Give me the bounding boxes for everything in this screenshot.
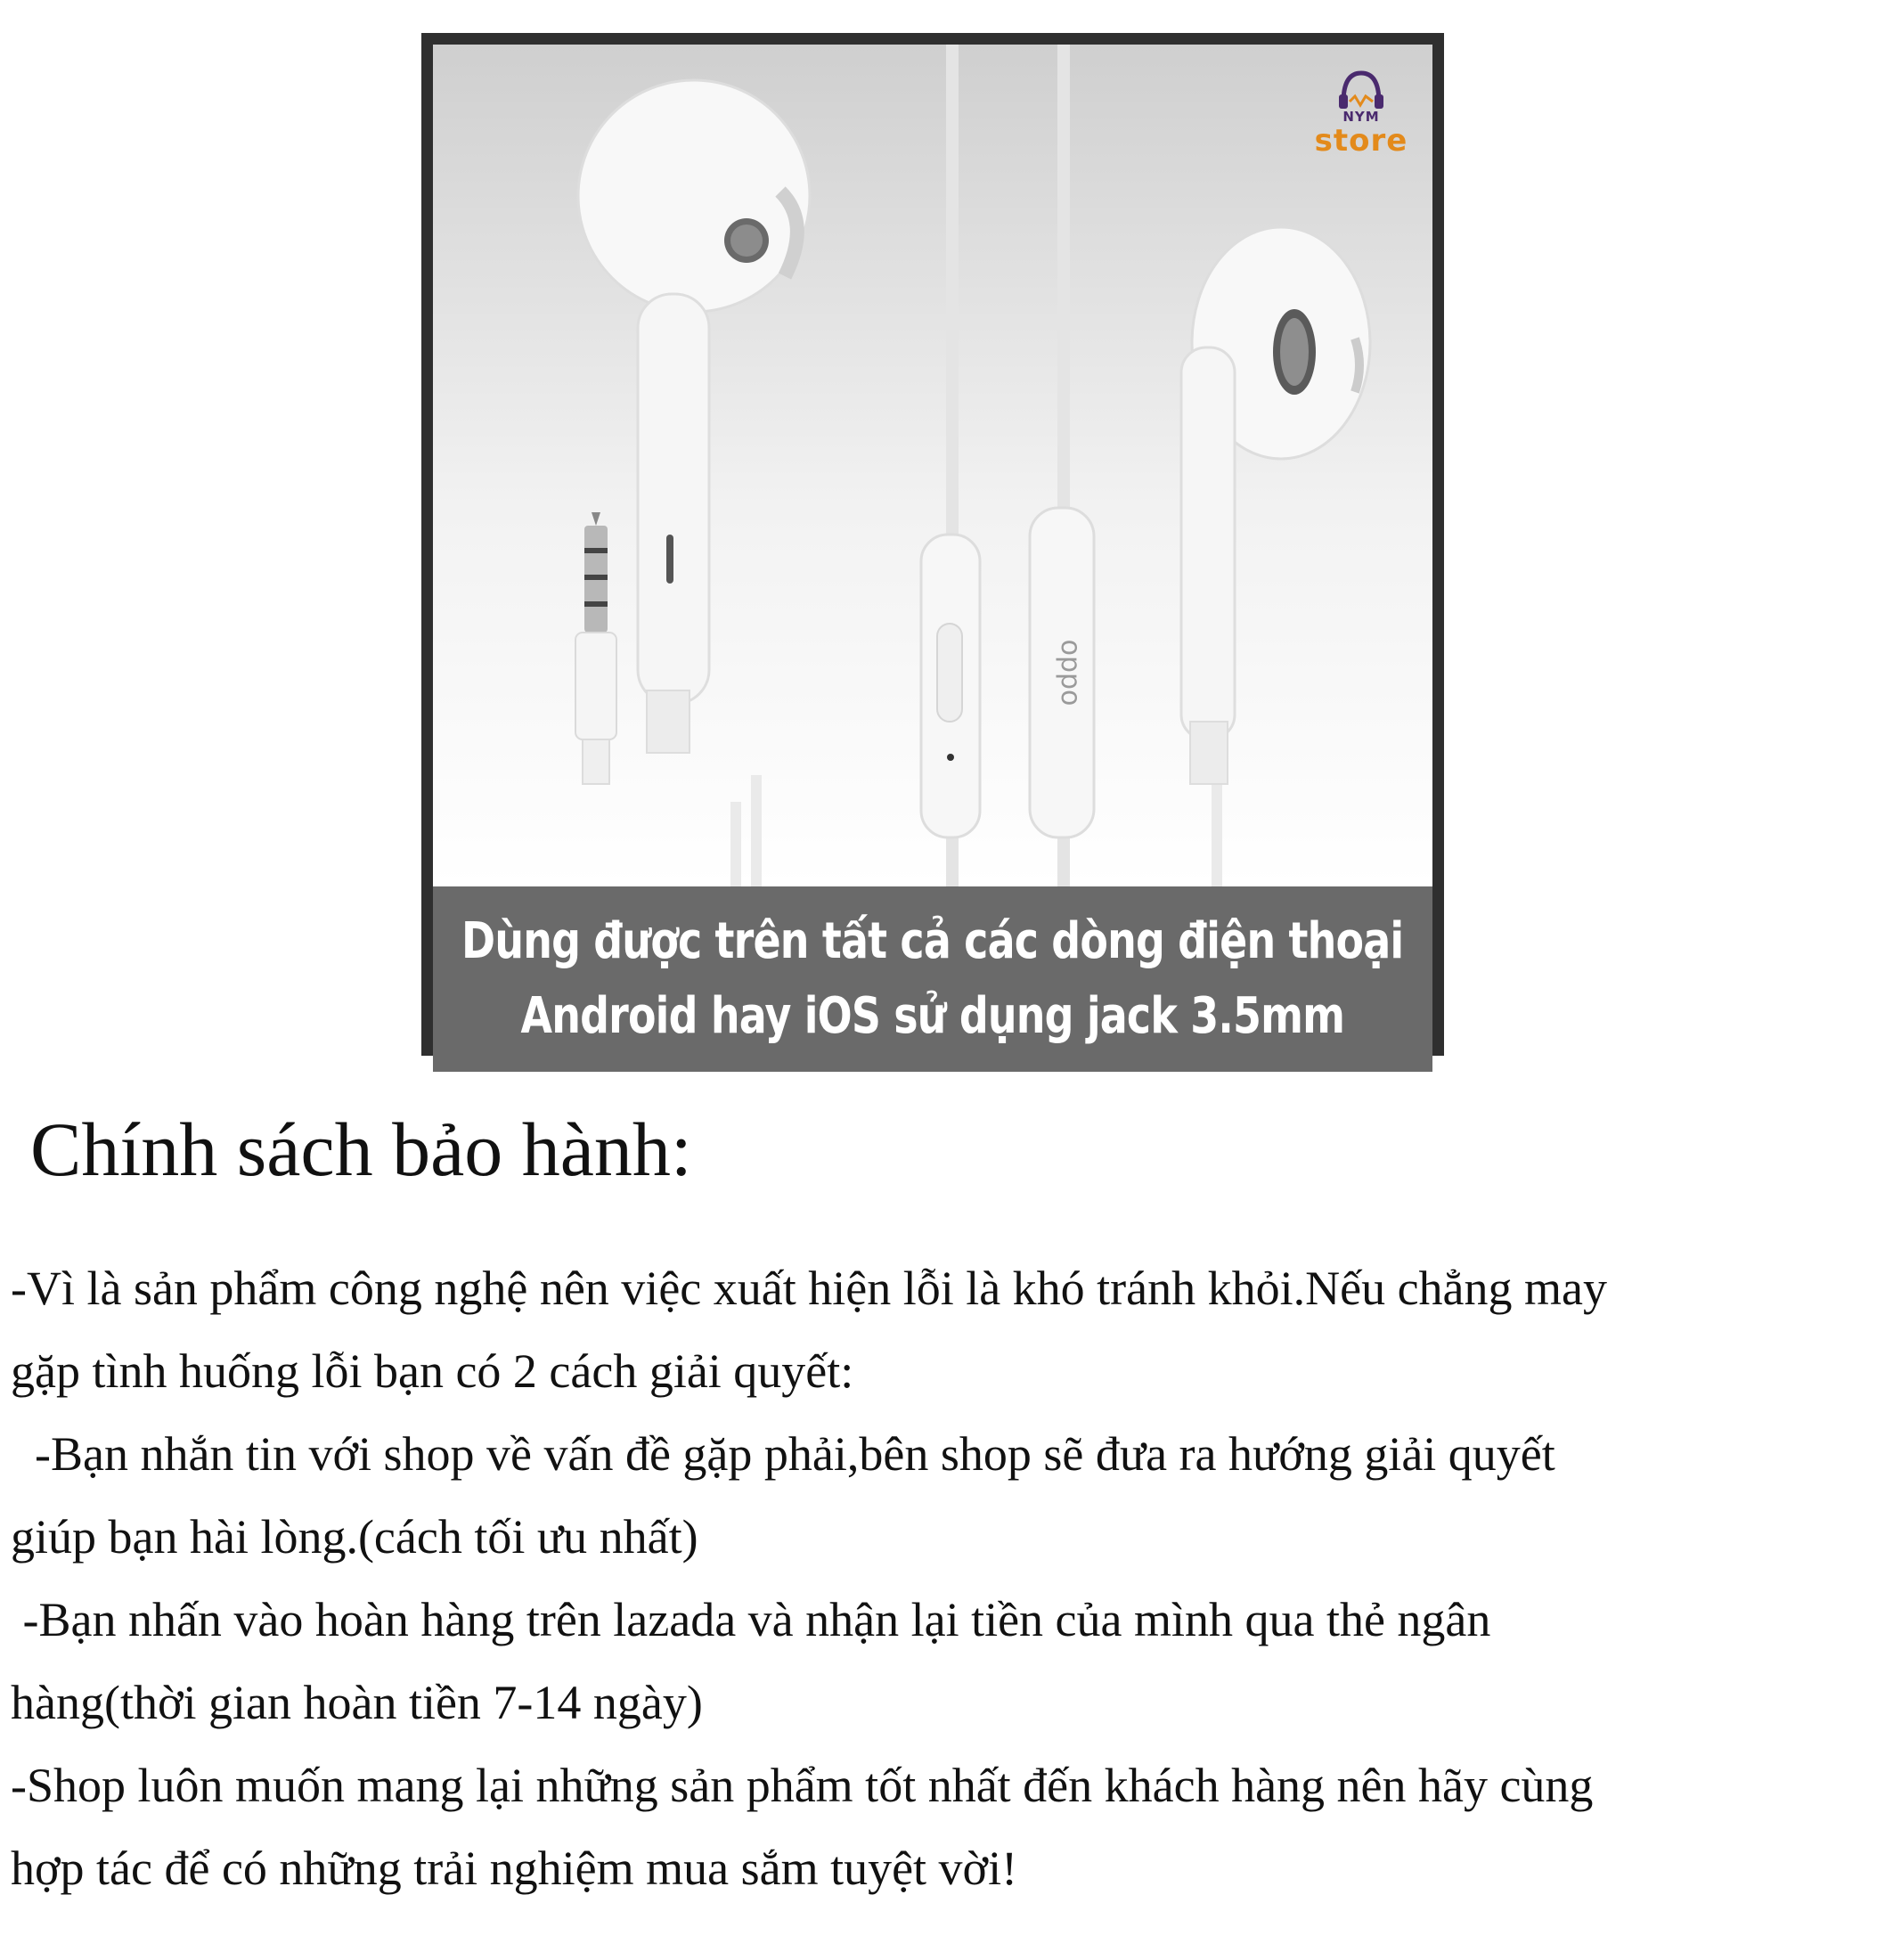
logo-brand: NYM — [1342, 109, 1380, 125]
inline-remote — [921, 508, 1094, 837]
right-earbud — [1181, 227, 1370, 784]
headphones-icon — [1303, 62, 1419, 116]
earphones-photo — [433, 45, 1432, 886]
caption-line-1: Dùng được trên tất cả các dòng điện thoại — [461, 912, 1404, 970]
policy-line: -Shop luôn muốn mang lại những sản phẩm tốt nhất đến khách hàng nên hãy cùng — [11, 1759, 1594, 1812]
oppo-mark: oppo — [1055, 639, 1086, 706]
warranty-policy-text — [11, 1247, 1881, 1910]
compatibility-caption — [433, 886, 1432, 1072]
product-image — [421, 33, 1444, 1056]
policy-line: -Bạn nhắn tin với shop về vấn đề gặp phải,bên shop sẽ đưa ra hướng giải quyết — [11, 1427, 1555, 1481]
policy-line: -Bạn nhấn vào hoàn hàng trên lazada và nhận lại tiền của mình qua thẻ ngân — [11, 1593, 1491, 1646]
store-logo — [1303, 62, 1419, 169]
caption-line-2: Android hay iOS sử dụng jack 3.5mm — [520, 987, 1345, 1045]
earphones-illustration — [433, 45, 1432, 886]
audio-jack — [575, 512, 616, 784]
policy-line: hợp tác để có những trải nghiệm mua sắm tuyệt vời! — [11, 1842, 1018, 1895]
warranty-title: Chính sách bảo hành: — [30, 1107, 692, 1192]
policy-line: gặp tình huống lỗi bạn có 2 cách giải quyết: — [11, 1344, 854, 1398]
policy-line: hàng(thời gian hoàn tiền 7-14 ngày) — [11, 1676, 703, 1729]
policy-line: giúp bạn hài lòng.(cách tối ưu nhất) — [11, 1510, 698, 1564]
logo-store-text: store — [1314, 123, 1408, 159]
policy-line: -Vì là sản phẩm công nghệ nên việc xuất hiện lỗi là khó tránh khỏi.Nếu chẳng may — [11, 1262, 1607, 1315]
